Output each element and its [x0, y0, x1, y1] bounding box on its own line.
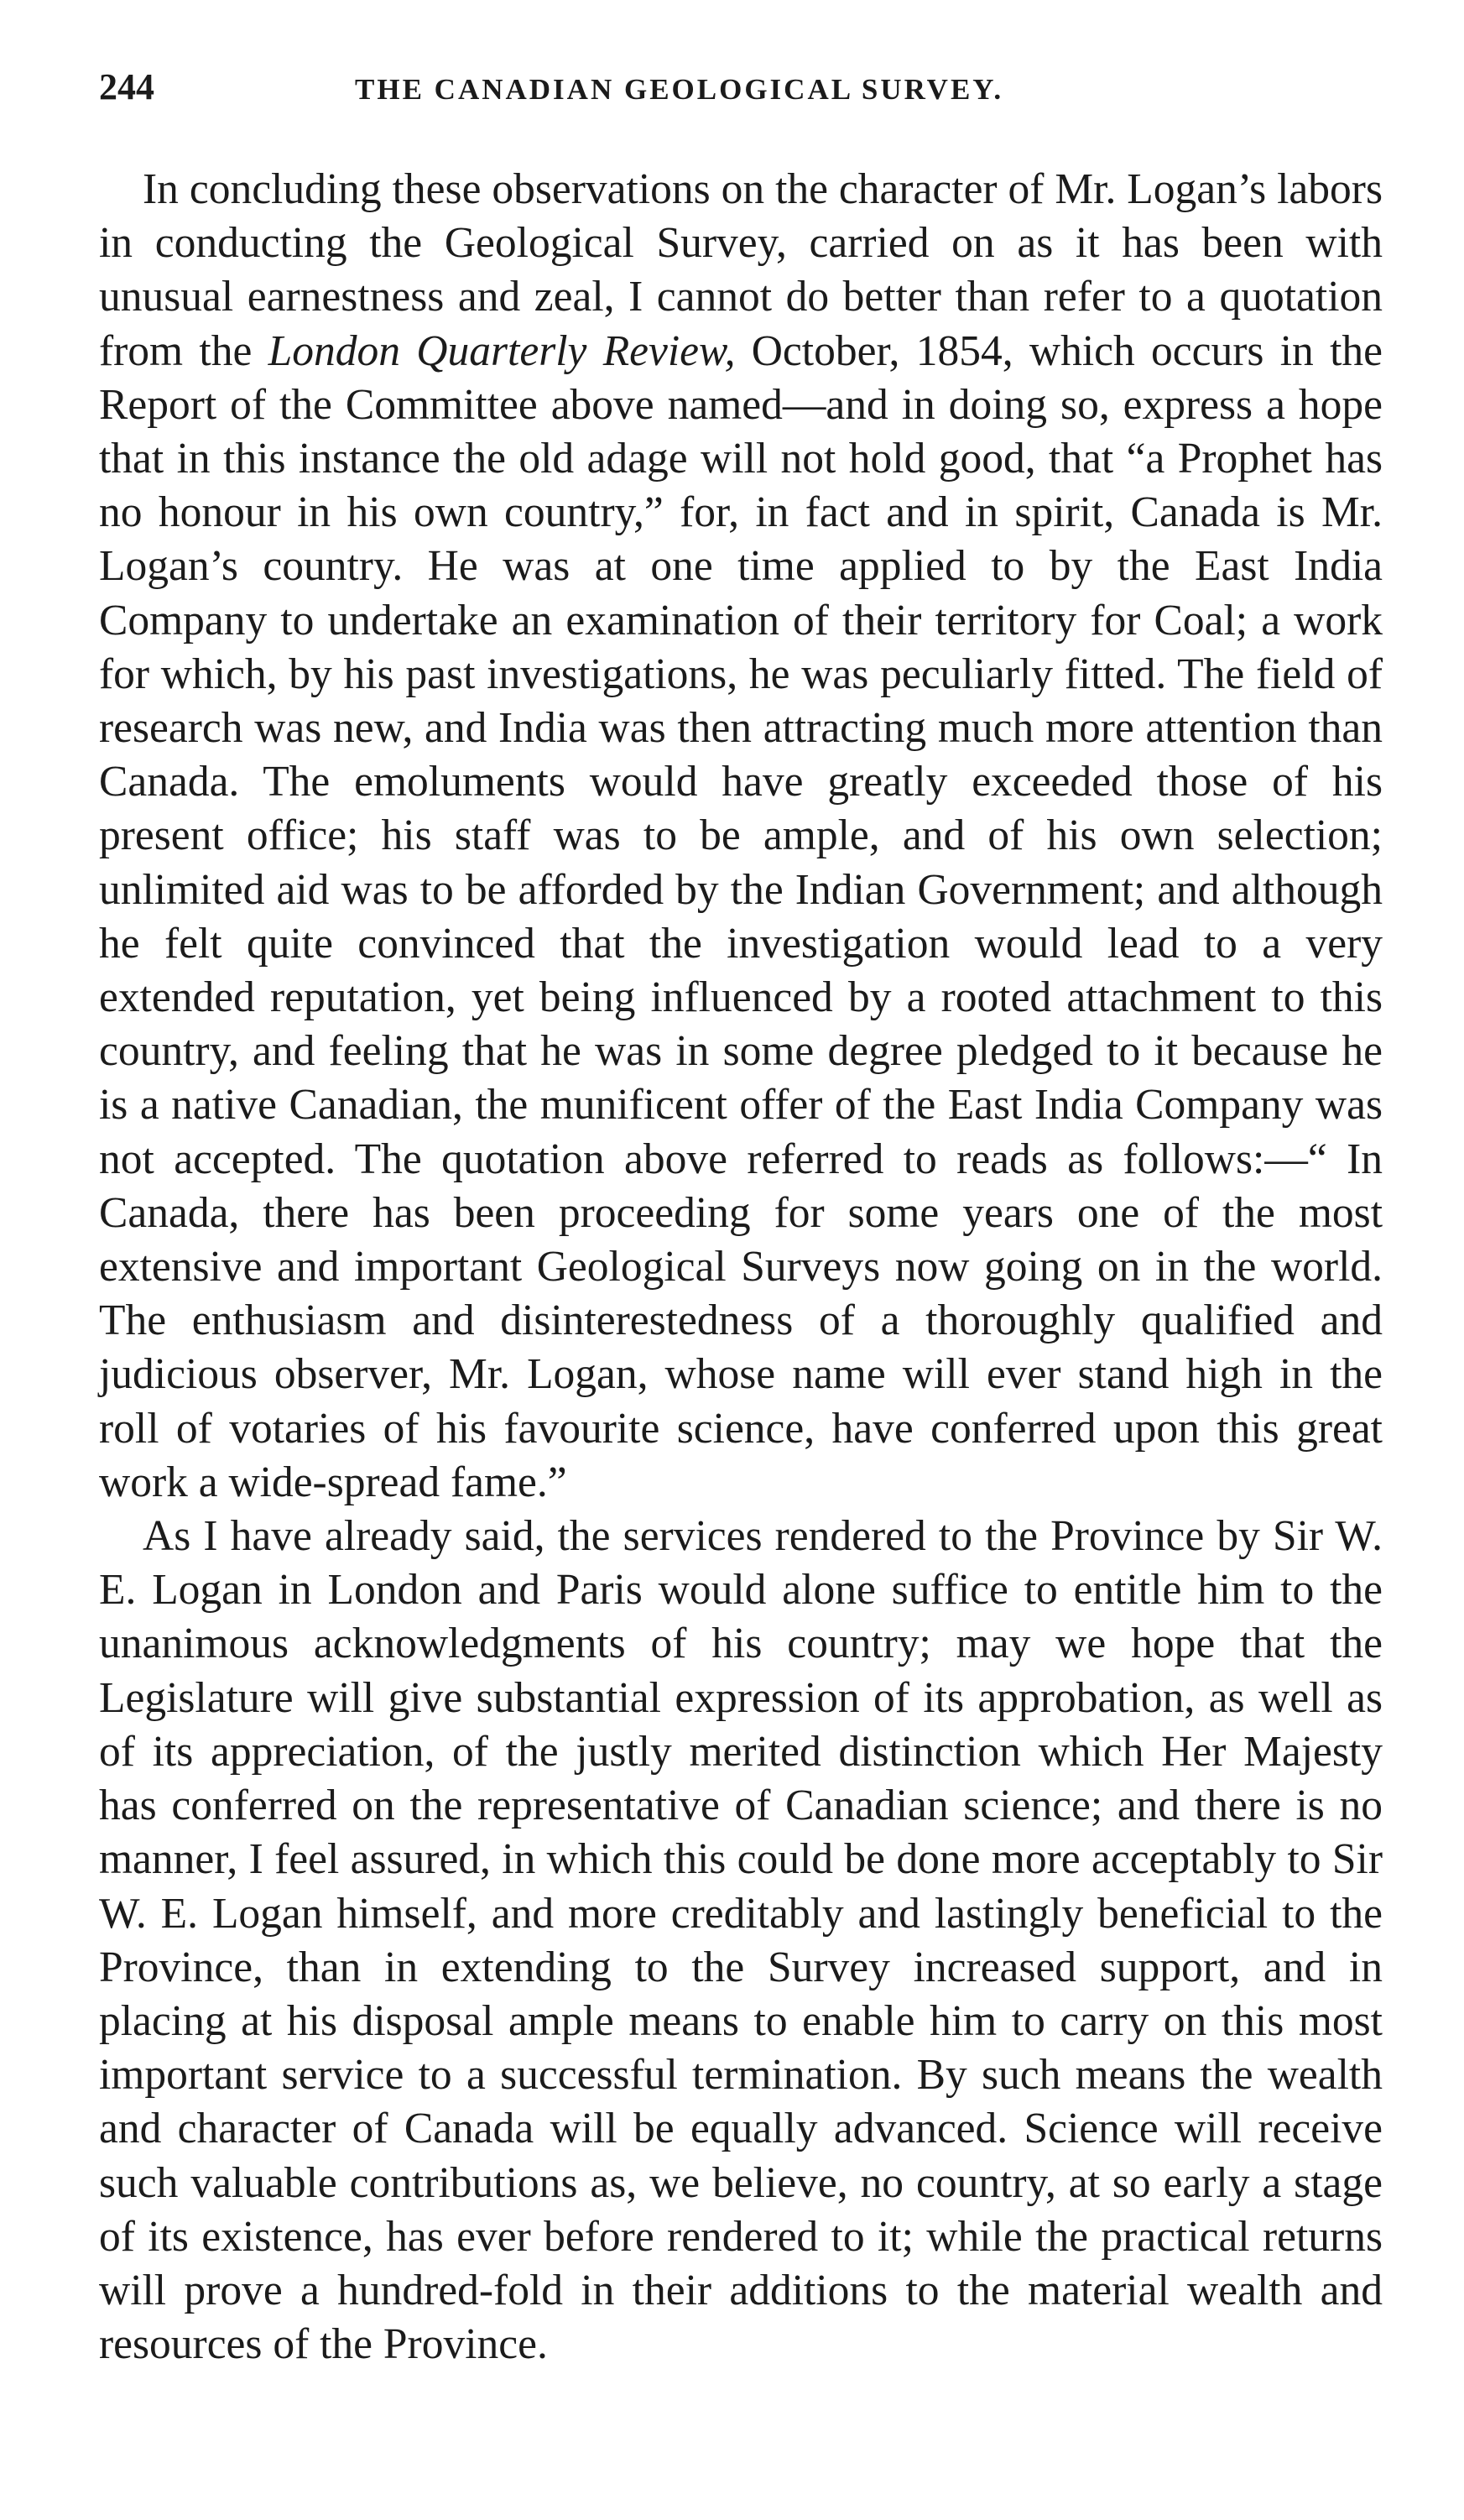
- running-title: THE CANADIAN GEOLOGICAL SURVEY.: [355, 73, 1004, 106]
- paragraph-2: As I have already said, the services rendered to the Province by Sir W. E. Logan in London and Paris would alone suffice to entitle him to the unanimous acknowledgments of his country; may we hope that the Legislature will give substantial expression of its approbation, as well as of its appreciation, of the justly merited distinction which Her Majesty has conferred on the representative of Canadian science; and there is no manner, I feel assured, in which this could be done more acceptably to Sir W. E. Logan himself, and more creditably and lastingly beneficial to the Province, than in extending to the Survey increased support, and in placing at his disposal ample means to enable him to carry on this most important service to a successful termination. By such means the wealth and character of Canada will be equally advanced. Science will receive such valuable contributions as, we believe, no country, at so early a stage of its existence, has ever before rendered to it; while the practical returns will prove a hundred-fold in their additions to the material wealth and resources of the Province.: [99, 1512, 1383, 2369]
- page-number: 244: [99, 66, 154, 107]
- paragraph-1: [99, 163, 1383, 1510]
- running-header: [99, 65, 1383, 124]
- paragraph-1-text-before-italic: In concluding these observations on the character of Mr. Logan’s labors in conducting the Geological Survey, carried on as it has been with unusual earnestness and zeal, I cannot do better than refer to a quotation from the: [99, 165, 1383, 375]
- paragraph-1-text-after-italic: October, 1854, which occurs in the Report of the Committee above named—and in doing so, express a hope that in this instance the old adage will not hold good, that “a Prophet has no honour in his own country,” for, in fact and in spirit, Canada is Mr. Logan’s country. He was at one time applied to by the East India Company to undertake an examination of their territory for Coal; a work for which, by his past investigations, he was peculiarly fitted. The field of research was new, and India was then attracting much more attention than Canada. The emoluments would have greatly exceeded those of his present office; his staff was to be ample, and of his own selection; unlimited aid was to be afforded by the Indian Government; and although he felt quite convinced that the investigation would lead to a very extended reputation, yet being influenced by a rooted attachment to this country, and feeling that he was in some degree pledged to it because he is a native Canadian, the munificent offer of the East India Company was not accepted. The quotation above referred to reads as follows:—“ In Canada, there has been proceeding for some years one of the most extensive and important Geological Surveys now going on in the world. The enthusiasm and disinterestedness of a thoroughly qualified and judicious observer, Mr. Logan, whose name will ever stand high in the roll of votaries of his favourite science, have conferred upon this great work a wide-spread fame.”: [99, 326, 1383, 1506]
- document-page: [99, 65, 1383, 2371]
- publication-title: London Quarterly Review,: [268, 326, 736, 375]
- body-text: [99, 163, 1383, 2371]
